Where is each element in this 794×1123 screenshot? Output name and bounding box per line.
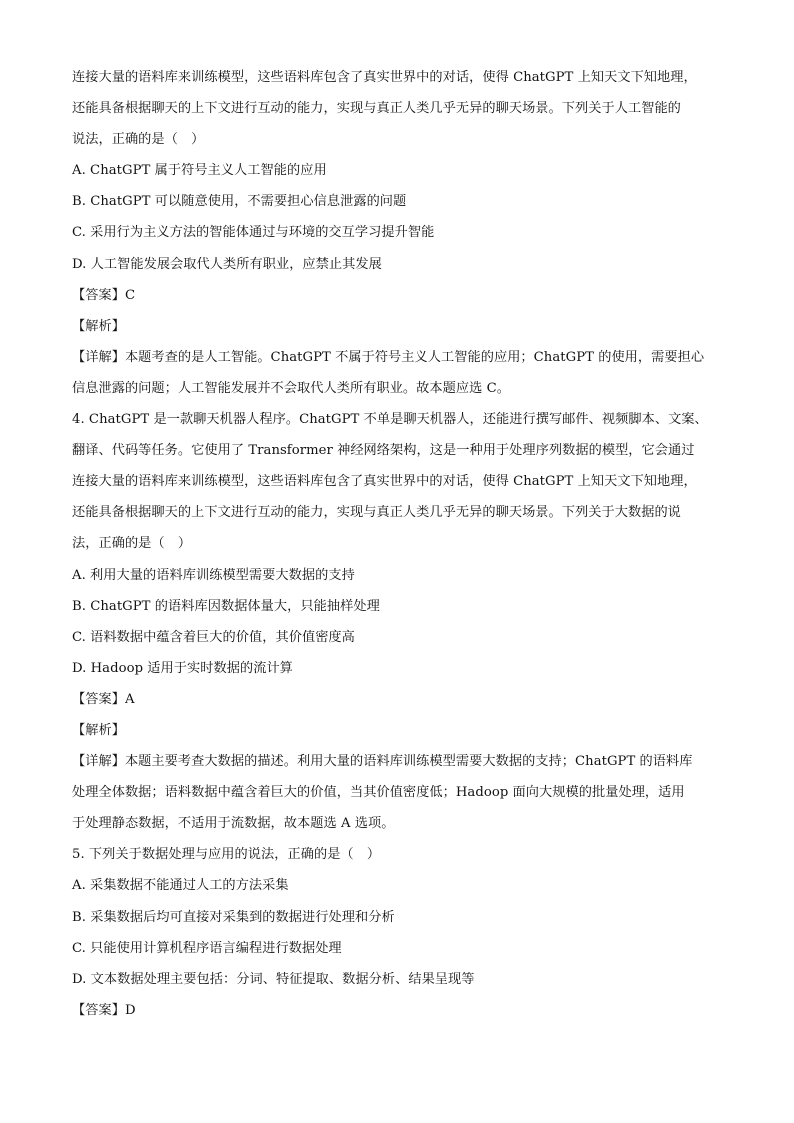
q4-detail-line-2: 处理全体数据；语料数据中蕴含着巨大的价值，当其价值密度低；Hadoop 面向大规模的批量处理，适用 (72, 785, 685, 801)
q4-stem-line-5: 法，正确的是（ ） (72, 536, 192, 552)
q3-analysis-label: 【解析】 (72, 318, 125, 334)
q5-option-d: D. 文本数据处理主要包括：分词、特征提取、数据分析、结果呈现等 (72, 971, 475, 987)
q5-answer: 【答案】D (72, 1002, 136, 1018)
q3-option-c: C. 采用行为主义方法的智能体通过与环境的交互学习提升智能 (72, 225, 435, 241)
q4-option-d: D. Hadoop 适用于实时数据的流计算 (72, 660, 293, 676)
q5-option-a: A. 采集数据不能通过人工的方法采集 (72, 878, 289, 894)
q4-stem-line-1: 4. ChatGPT 是一款聊天机器人程序。ChatGPT 不单是聊天机器人，还能进行撰写邮件、视频脚本、文案、 (72, 412, 708, 428)
q4-stem-line-4: 还能具备根据聊天的上下文进行互动的能力，实现与真正人类几乎无异的聊天场景。下列关于大数据的说 (72, 505, 681, 521)
q3-option-d: D. 人工智能发展会取代人类所有职业，应禁止其发展 (72, 256, 382, 272)
q4-option-a: A. 利用大量的语料库训练模型需要大数据的支持 (72, 567, 355, 583)
q3-detail-line-1: 【详解】本题考查的是人工智能。ChatGPT 不属于符号主义人工智能的应用；ChatGPT 的使用，需要担心 (72, 349, 705, 365)
q5-option-b: B. 采集数据后均可直接对采集到的数据进行处理和分析 (72, 909, 395, 925)
q3-stem-line-1: 连接大量的语料库来训练模型，这些语料库包含了真实世界中的对话，使得 ChatGPT 上知天文下知地理， (72, 70, 697, 85)
q3-option-b: B. ChatGPT 可以随意使用，不需要担心信息泄露的问题 (72, 194, 407, 210)
q4-option-c: C. 语料数据中蕴含着巨大的价值，其价值密度高 (72, 629, 355, 645)
q3-detail-line-2: 信息泄露的问题；人工智能发展并不会取代人类所有职业。故本题应选 C。 (72, 380, 510, 396)
q5-option-c: C. 只能使用计算机程序语言编程进行数据处理 (72, 940, 342, 956)
q4-option-b: B. ChatGPT 的语料库因数据体量大，只能抽样处理 (72, 598, 380, 614)
q3-stem-line-2: 还能具备根据聊天的上下文进行互动的能力，实现与真正人类几乎无异的聊天场景。下列关于人工智能的 (72, 101, 681, 117)
q4-detail-line-1: 【详解】本题主要考查大数据的描述。利用大量的语料库训练模型需要大数据的支持；ChatGPT 的语料库 (72, 754, 693, 770)
q4-analysis-label: 【解析】 (72, 722, 125, 738)
document-page (72, 62, 722, 1026)
q3-option-a: A. ChatGPT 属于符号主义人工智能的应用 (72, 163, 327, 179)
q3-answer: 【答案】C (72, 287, 136, 303)
q5-stem: 5. 下列关于数据处理与应用的说法，正确的是（ ） (72, 847, 381, 863)
q4-stem-line-2: 翻译、代码等任务。它使用了 Transformer 神经网络架构，这是一种用于处理序列数据的模型，它会通过 (72, 443, 695, 459)
q4-stem-line-3: 连接大量的语料库来训练模型，这些语料库包含了真实世界中的对话，使得 ChatGPT 上知天文下知地理， (72, 474, 697, 490)
q4-detail-line-3: 于处理静态数据，不适用于流数据，故本题选 A 选项。 (72, 816, 395, 832)
q3-stem-line-3: 说法，正确的是（ ） (72, 132, 205, 148)
q4-answer: 【答案】A (72, 691, 135, 707)
